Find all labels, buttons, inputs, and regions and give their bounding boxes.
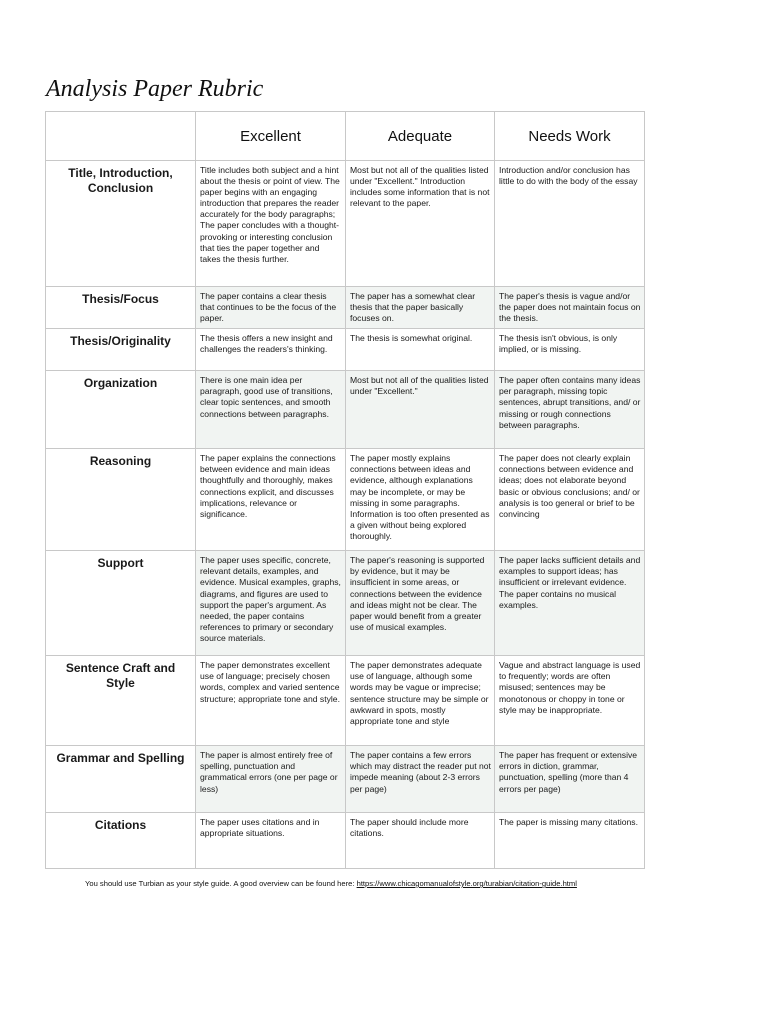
rubric-cell-adequate: The paper's reasoning is supported by evidence, but it may be insufficient in some areas, or connections between the evidence and ideas might not be clear. The paper would benefit from a greater use of musical examples. <box>346 551 495 656</box>
rubric-cell-excellent: The thesis offers a new insight and challenges the readers's thinking. <box>196 329 346 371</box>
criterion-thesis-originality: Thesis/Originality <box>46 329 196 371</box>
rubric-header-row <box>46 112 645 161</box>
rubric-row <box>46 746 645 813</box>
rubric-cell-adequate: The paper demonstrates adequate use of language, although some words may be vague or imprecise; sentence structure may be simple or awkward in spots, mostly appropriate tone and style <box>346 656 495 746</box>
rubric-cell-excellent: The paper explains the connections between evidence and main ideas thoughtfully and thoroughly, makes connections explicit, and discusses implications, relevance or significance. <box>196 449 346 551</box>
header-needs-work: Needs Work <box>495 112 645 161</box>
header-criterion <box>46 112 196 161</box>
rubric-cell-excellent: The paper is almost entirely free of spelling, punctuation and grammatical errors (one per page or less) <box>196 746 346 813</box>
criterion-thesis-focus: Thesis/Focus <box>46 287 196 329</box>
criterion-reasoning: Reasoning <box>46 449 196 551</box>
rubric-row <box>46 371 645 449</box>
rubric-cell-excellent: The paper contains a clear thesis that continues to be the focus of the paper. <box>196 287 346 329</box>
rubric-cell-needs-work: The paper lacks sufficient details and examples to support ideas; has insufficient or irrelevant evidence. The paper contains no musical examples. <box>495 551 645 656</box>
criterion-title-introduction-conclusion: Title, Introduction, Conclusion <box>46 161 196 287</box>
rubric-cell-needs-work: The paper often contains many ideas per paragraph, missing topic sentences, abrupt transitions, and/ or missing or rough connections between paragraphs. <box>495 371 645 449</box>
rubric-table <box>45 111 645 869</box>
rubric-row <box>46 161 645 287</box>
style-guide-link[interactable]: https://www.chicagomanualofstyle.org/turabian/citation-guide.html <box>356 879 577 888</box>
criterion-citations: Citations <box>46 813 196 869</box>
rubric-row <box>46 551 645 656</box>
rubric-cell-excellent: The paper uses citations and in appropriate situations. <box>196 813 346 869</box>
rubric-cell-needs-work: The paper's thesis is vague and/or the paper does not maintain focus on the thesis. <box>495 287 645 329</box>
criterion-organization: Organization <box>46 371 196 449</box>
rubric-cell-needs-work: Vague and abstract language is used to frequently; words are often misused; sentences may be monotonous or choppy in tone or style may be inappropriate. <box>495 656 645 746</box>
rubric-cell-needs-work: The paper is missing many citations. <box>495 813 645 869</box>
criterion-sentence-craft-and-style: Sentence Craft and Style <box>46 656 196 746</box>
criterion-grammar-and-spelling: Grammar and Spelling <box>46 746 196 813</box>
rubric-cell-excellent: Title includes both subject and a hint about the thesis or point of view. The paper begins with an engaging introduction that prepares the reader accurately for the body paragraphs; The paper concludes with a thought-provoking or interesting conclusion that ties the paper together and takes the thesis further. <box>196 161 346 287</box>
rubric-cell-adequate: The thesis is somewhat original. <box>346 329 495 371</box>
rubric-cell-needs-work: The paper has frequent or extensive errors in diction, grammar, punctuation, spelling (more than 4 errors per page) <box>495 746 645 813</box>
rubric-cell-excellent: The paper uses specific, concrete, relevant details, examples, and evidence. Musical examples, graphs, diagrams, and figures are used to support the paper's argument. As needed, the paper contains references to primary or secondary source materials. <box>196 551 346 656</box>
criterion-support: Support <box>46 551 196 656</box>
footer-note <box>85 879 577 888</box>
rubric-cell-adequate: The paper has a somewhat clear thesis that the paper basically focuses on. <box>346 287 495 329</box>
rubric-row <box>46 656 645 746</box>
rubric-cell-excellent: The paper demonstrates excellent use of language; precisely chosen words, complex and varied sentence structure; appropriate tone and style. <box>196 656 346 746</box>
rubric-row <box>46 287 645 329</box>
rubric-cell-adequate: The paper contains a few errors which may distract the reader put not impede meaning (about 2-3 errors per page) <box>346 746 495 813</box>
rubric-cell-adequate: The paper mostly explains connections between ideas and evidence, although explanations may be incomplete, or may be missing in some paragraphs. Information is too often presented as a given without being explored thoroughly. <box>346 449 495 551</box>
rubric-row <box>46 449 645 551</box>
rubric-row <box>46 329 645 371</box>
rubric-cell-needs-work: The paper does not clearly explain connections between evidence and ideas; does not elaborate beyond basic or obvious conclusions; and/ or analysis is too general or brief to be convincing <box>495 449 645 551</box>
document-title: Analysis Paper Rubric <box>46 76 264 102</box>
header-adequate: Adequate <box>346 112 495 161</box>
rubric-cell-needs-work: The thesis isn't obvious, is only implied, or is missing. <box>495 329 645 371</box>
rubric-cell-adequate: The paper should include more citations. <box>346 813 495 869</box>
header-excellent: Excellent <box>196 112 346 161</box>
footer-note-text: You should use Turbian as your style guide. A good overview can be found here: <box>85 879 357 888</box>
rubric-cell-needs-work: Introduction and/or conclusion has little to do with the body of the essay <box>495 161 645 287</box>
rubric-cell-adequate: Most but not all of the qualities listed under "Excellent." <box>346 371 495 449</box>
rubric-cell-adequate: Most but not all of the qualities listed under "Excellent." Introduction includes some information that is not relevant to the paper. <box>346 161 495 287</box>
rubric-row <box>46 813 645 869</box>
rubric-cell-excellent: There is one main idea per paragraph, good use of transitions, clear topic sentences, and smooth connections between paragraphs. <box>196 371 346 449</box>
